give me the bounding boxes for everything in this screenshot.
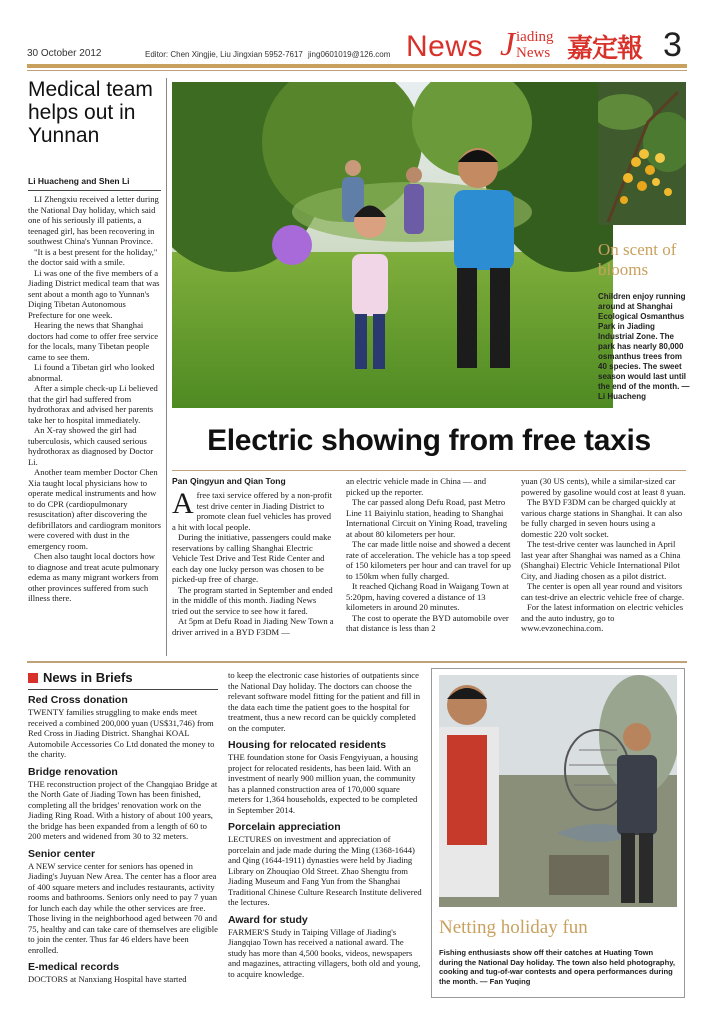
osmanthus-park-photo (172, 82, 613, 408)
brief-text: TWENTY families struggling to make ends meet received a combined 200,000 yuan (US$31,746) from Red Cross in Jiading District. Shanghai KOAL Automobile Accessories Co Ltd donated the money to the charity. (28, 707, 215, 759)
osmanthus-flower-illustration (598, 82, 686, 225)
header-rule-thin (27, 70, 687, 71)
taxi-paragraph: The center is open all year round and visitors can test-drive an electric vehicle free of charge. (521, 581, 685, 602)
medical-paragraph: LI Zhengxiu received a letter during the National Day holiday, which said one of his seriously ill patients, a teenaged girl, has been recovering in southwest China's Yunnan Province. (28, 194, 159, 246)
header-rule (27, 64, 687, 68)
taxi-drop-cap: A (172, 487, 194, 520)
briefs-title: News in Briefs (43, 670, 133, 685)
taxi-paragraph: During the initiative, passengers could make reservations by calling Shanghai Electric Vehicle Test Drive and Test Ride Center and each day one lucky person was chosen to be picked-up free of charge. (172, 532, 332, 584)
medical-paragraph: An X-ray showed the girl had tuberculosis, which caused serious hydrothorax as diagnosed by Doctor Li. (28, 425, 154, 467)
osmanthus-title: On scent of blooms (598, 240, 677, 279)
medical-byline-rule (28, 190, 161, 191)
taxi-column-3 (521, 476, 687, 634)
brief-heading: Bridge renovation (28, 765, 118, 778)
brief-item (28, 694, 220, 760)
taxi-paragraph: It reached Qichang Road in Waigang Town at 5:20pm, having covered a distance of 13 kilometers in around 20 minutes. (346, 581, 509, 612)
section-title: News (406, 30, 484, 63)
briefs-title-rule (28, 689, 218, 690)
brief-heading: Porcelain appreciation (228, 821, 341, 833)
briefs-column-1 (28, 694, 220, 991)
header-email: jing0601019@126.com (308, 50, 391, 59)
brief-heading: Award for study (228, 913, 308, 926)
header-editors: Editor: Chen Xingjie, Liu Jingxian 5952-7617 (145, 50, 303, 59)
medical-paragraph: Li found a Tibetan girl who looked abnormal. (28, 362, 155, 383)
brief-item (228, 739, 424, 815)
osmanthus-flower-photo (598, 82, 686, 225)
brief-text: DOCTORS at Nanxiang Hospital have started (28, 974, 187, 984)
brief-heading: E-medical records (28, 961, 120, 973)
header-date: 30 October 2012 (27, 48, 102, 59)
medical-paragraph: "It is a best present for the holiday," the doctor said with a smile. (28, 246, 158, 267)
brief-heading: Red Cross donation (28, 694, 128, 706)
brief-item (228, 914, 424, 980)
taxi-paragraph: For the latest information on electric vehicles and the auto industry, go to www.evzonechina.com. (521, 602, 684, 633)
section-separator (27, 661, 687, 663)
taxi-paragraph: At 5pm at Defu Road in Jiading New Town a driver arrived in a BYD F3DM — (172, 616, 334, 637)
brief-item (228, 821, 424, 908)
fishing-photo-illustration (439, 675, 677, 907)
taxi-column-1 (172, 487, 334, 637)
medical-paragraph: Hearing the news that Shanghai doctors had come to offer free service for the locals, many Tibetan people came to see them. (28, 320, 159, 362)
page-number: 3 (663, 26, 682, 64)
taxi-paragraph: an electric vehicle made in China — and picked up the reporter. (346, 476, 487, 497)
brief-item (28, 961, 220, 985)
taxi-paragraph: yuan (30 US cents), while a similar-sized car powered by gasoline would cost at least 8 yuan. (521, 476, 686, 497)
briefs-marker-icon (28, 673, 38, 683)
taxi-headline-rule (172, 470, 686, 471)
medical-paragraph: Li was one of the five members of a Jiading District medical team that was sent about a month ago to Yunnan's Diqing Tibetan Autonomous Prefecture for one week. (28, 267, 160, 320)
medical-byline: Li Huacheng and Shen Li (28, 176, 130, 186)
column-divider (166, 78, 167, 656)
brief-item (28, 848, 220, 956)
chinese-masthead: 嘉定報 (567, 34, 643, 64)
briefs-column-2 (228, 670, 424, 985)
medical-paragraph: Chen also taught local doctors how to diagnose and treat acute pulmonary edema as many migrant workers from other provinces suffered from such illness there. (28, 551, 160, 603)
taxi-paragraph: The BYD F3DM can be charged quickly at various charge stations in Shanghai. It can also be fully charged in seven hours using a domestic 220 volt socket. (521, 497, 683, 539)
taxi-paragraph: The car passed along Defu Road, past Metro Line 11 Baiyinlu station, heading to Shanghai International Circuit on Yining Road, traveling at about 80 kilometers per hour. (346, 497, 508, 539)
brief-heading: Housing for relocated residents (228, 739, 387, 751)
brief-text: THE foundation stone for Oasis Fengyiyuan, a housing project for relocated residents, has been laid. With an investment of nearly 900 million yuan, the community has a planned construction area of 170,000 square meters for 1,364 households, expected to be completed in September 2014. (228, 752, 418, 815)
brief-text: THE reconstruction project of the Changqiao Bridge at the North Gate of Jiading Town has been finished, completing all the bridges' renovation work on the Jiading Ring Road. With a history of about 100 years, the bridge has been expanded from a length of 60 to 200 meters and widened from 30 to 32 meters. (28, 778, 218, 841)
fishing-title: Netting holiday fun (439, 917, 588, 938)
taxi-column-2 (346, 476, 511, 634)
brief-item (28, 766, 220, 842)
osmanthus-caption: Children enjoy running around at Shanghai Ecological Osmanthus Park in Jiading Industrial Zone. The park has nearly 80,000 osmanthus trees from 40 species. The sweet season would last until the end of the month. — Li Huacheng (598, 292, 690, 401)
taxi-paragraph: free taxi service offered by a non-profit test drive center in Jiading District to promote clean fuel vehicles has proved a hit with local people. (172, 490, 333, 532)
taxi-headline: Electric showing from free taxis (207, 424, 651, 457)
taxi-byline: Pan Qingyun and Qian Tong (172, 476, 286, 486)
brief-text: A NEW service center for seniors has opened in Jiading's Juyuan New Area. The center has a floor area of 400 square meters and includes restaurants, activity rooms and bathrooms. Seniors only need to pay 7 yuan for lunch each day while the other services are free. Those living in the neighborhood aged between 70 and 75, healthy and can take care of themselves are eligible to join the center. Thus far 46 elders have been enrolled. (28, 860, 218, 955)
brief-text: LECTURES on investment and appreciation of porcelain and jade made during the Ming (1368-1644) and Qing (1644-1911) dynasties were held by Jiading Library on Zhouqiao Old Street. Zhao Shengtu from Jiading Museum and Fang Yun from the Shanghai Traditional Chinese Culture Research Institute delivered the lectures. (228, 834, 422, 907)
jiading-news-logo: J iading News (500, 26, 554, 63)
medical-paragraph: Another team member Doctor Chen Xia taught local physicians how to operate medical instruments and how to do CPR (cardiopulmonary resuscitation) after discovering the defibrillators and cardiogram monitors were covered with dust in the emergency room. (28, 467, 161, 551)
fishing-photo (439, 675, 677, 907)
brief-text: to keep the electronic case histories of outpatients since the National Day holiday. The doctors can choose the relevant software model fitting for the patient and fill in the data each time the patient goes to the hospital for treatment, thus a new record can be quickly completed on the computer. (228, 670, 421, 733)
brief-text: FARMER'S Study in Taiping Village of Jiading's Jiangqiao Town has received a national award. The study has more than 4,500 books, videos, newspapers and magazines, attracting villagers, both old and young, to acquire knowledge. (228, 926, 421, 979)
taxi-paragraph: The program started in September and ended in the middle of this month. Jiading News tried out the service to see how it fared. (172, 584, 333, 616)
medical-headline: Medical team helps out in Yunnan (28, 78, 153, 147)
brief-heading: Senior center (28, 847, 96, 860)
park-photo-illustration (172, 82, 613, 408)
taxi-paragraph: The test-drive center was launched in April last year after Shanghai was named as a China (Shanghai) Electric Vehicle International Pilot City, and Jiading chosen as a pilot district. (521, 539, 681, 581)
taxi-paragraph: The cost to operate the BYD automobile over that distance is less than 2 (346, 612, 509, 633)
medical-paragraph: After a simple check-up Li believed that the girl had suffered from hydrothorax and advised her parents take her to hospital immediately. (28, 383, 158, 425)
taxi-paragraph: The car made little noise and showed a decent rate of acceleration. The vehicle has a top speed of 150 kilometers per hour and can travel for up to 150km when fully charged. (346, 539, 511, 581)
fishing-caption: Fishing enthusiasts show off their catches at Huating Town during the National Day holiday. The town also held photography, cooking and tug-of-war contests and opera performances during the month. — Fan Yuqing (439, 948, 675, 986)
medical-body (28, 194, 161, 604)
